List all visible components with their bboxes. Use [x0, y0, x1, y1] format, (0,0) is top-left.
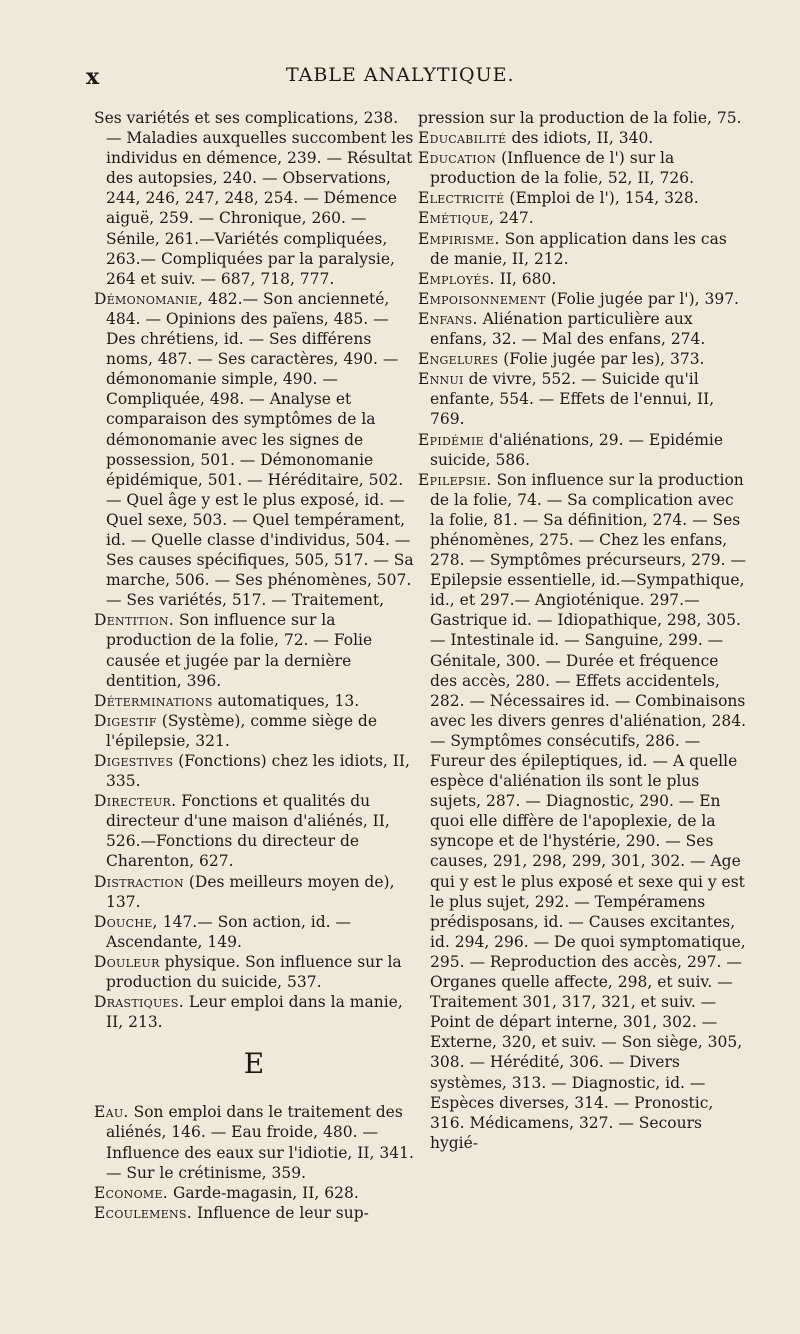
left-entries-after: [94, 1102, 414, 1223]
entry-lead: Epilepsie.: [418, 470, 492, 489]
entry-text: (Emploi de l'), 154, 328.: [504, 189, 699, 208]
entry-lead: Ecoulemens.: [94, 1203, 193, 1222]
index-entry: [94, 610, 414, 690]
entry-text: d'aliénations, 29. — Epidémie suicide, 586.: [430, 430, 724, 469]
entry-text: Son influence sur la production de la folie, 72. — Folie causée et jugée par la dernière dentition, 396.: [106, 611, 373, 690]
entry-text: Aliénation particulière aux enfans, 32. — Mal des enfans, 274.: [430, 309, 706, 349]
entry-text: Son emploi dans le traitement des aliénés, 146. — Eau froide, 480. — Influence des eaux sur l'idiotie, II, 341. — Sur le crétinisme, 359.: [106, 1103, 414, 1182]
entry-text: physique. Son influence sur la production du suicide, 537.: [106, 952, 402, 992]
left-entries: [94, 108, 414, 1032]
entry-text: 247.: [494, 209, 534, 228]
page-header: [86, 64, 746, 98]
entry-lead: Emétique,: [418, 209, 495, 228]
entry-text: (Influence de l') sur la production de la folie, 52, II, 726.: [430, 149, 695, 188]
index-entry: [418, 430, 748, 470]
entry-lead: Empoisonnement: [418, 289, 546, 308]
entry-lead: Educabilité: [418, 129, 507, 148]
entry-lead: Démonomanie,: [94, 289, 204, 308]
index-entry: [94, 1203, 414, 1223]
entry-lead: Ennui: [418, 370, 464, 389]
index-entry: [94, 289, 414, 611]
entry-text: (Folie jugée par les), 373.: [498, 350, 705, 369]
entry-lead: Digestif: [94, 711, 157, 730]
index-entry: [418, 269, 748, 289]
entry-text: Garde-magasin, II, 628.: [168, 1183, 359, 1202]
running-title: TABLE ANALYTIQUE.: [286, 64, 515, 86]
entry-text: (Système), comme siège de l'épilepsie, 321.: [106, 711, 378, 750]
entry-lead: Employés.: [418, 269, 495, 288]
entry-text: (Fonctions) chez les idiots, II, 335.: [106, 752, 410, 791]
index-entry: [94, 992, 414, 1032]
index-entry: [94, 108, 414, 289]
index-entry: [418, 128, 748, 148]
entry-text: (Folie jugée par l'), 397.: [545, 289, 739, 308]
index-entry: [94, 1102, 414, 1182]
index-entry: [94, 791, 414, 871]
entry-text: Influence de leur sup-: [192, 1203, 369, 1222]
entry-lead: Déterminations: [94, 691, 213, 710]
index-entry: [94, 751, 414, 791]
index-entry: [418, 148, 748, 188]
right-column: [418, 108, 748, 1153]
section-letter: E: [243, 1047, 265, 1081]
entry-text: II, 680.: [494, 269, 557, 288]
left-column: [94, 108, 414, 1223]
index-entry: [94, 1183, 414, 1203]
index-entry: [418, 309, 748, 349]
index-entry: [418, 369, 748, 429]
entry-lead: Epidémie: [418, 430, 484, 449]
entry-lead: Enfans.: [418, 309, 478, 328]
entry-lead: Digestives: [94, 752, 174, 770]
entry-text: Son influence sur la production de la folie, 74. — Sa complication avec la folie, 81. — Sa définition, 274. — Ses phénomènes, 275. — Chez les enfans, 278. — Symptômes précurseurs, 279. — Epilepsie essentielle, id.—Sympathique, id., et 297.— Angioténique. 297.— Gastrique id. — Idiopathique, 298, 305. — Intestinale id. — Sanguine, 299. — Génitale, 300. — Durée et fréquence des accès, 280. — Effets accidentels, 282. — Nécessaires id. — Combinaisons avec les divers genres d'aliénation, 284. — Symptômes consécutifs, 286. — Fureur des épileptiques, id. — A quelle espèce d'aliénation ils sont le plus sujets, 287. — Diagnostic, 290. — En quoi elle diffère de l'apoplexie, de la syncope et de l'hystérie, 290. — Ses causes, 291, 298, 299, 301, 302. — Age qui y est le plus exposé et sexe qui y est le plus sujet, 292. — Tempéramens prédisposans, id. — Causes excitantes, id. 294, 296. — De quoi symptomatique, 295. — Reproduction des accès, 297. — Organes quelle affecte, 298, et suiv. — Traitement 301, 317, 321, et suiv. — Point de départ interne, 301, 302. — Externe, 320, et suiv. — Son siège, 305, 308. — Hérédité, 306. — Divers systèmes, 313. — Diagnostic, id. — Espèces diverses, 314. — Pronostic, 316. Médicamens, 327. — Secours hygié-: [430, 470, 747, 1152]
index-entry: [418, 349, 748, 369]
entry-lead: Directeur.: [94, 792, 177, 811]
index-entry: [94, 691, 414, 711]
entry-lead: Empirisme.: [418, 229, 500, 248]
entry-text: 147.— Son action, id. — Ascendante, 149.: [106, 912, 352, 951]
index-entry: [418, 289, 748, 309]
page-number: x: [86, 64, 100, 90]
entry-lead: Electricité: [418, 189, 505, 208]
entry-lead: Drastiques.: [94, 993, 184, 1012]
entry-lead: Education: [418, 149, 497, 168]
entry-lead: Douche,: [94, 912, 158, 931]
entry-lead: Econome.: [94, 1183, 169, 1202]
entry-text: pression sur la production de la folie, 75.: [418, 109, 742, 127]
index-entry: [418, 208, 748, 228]
entry-text: Leur emploi dans la manie, II, 213.: [106, 993, 403, 1032]
entry-text: automatiques, 13.: [212, 691, 360, 710]
index-entry: [418, 188, 748, 208]
entry-text: Son application dans les cas de manie, II, 212.: [430, 229, 727, 268]
entry-text: Fonctions et qualités du directeur d'une maison d'aliénés, II, 526.—Fonctions du directeur de Charenton, 627.: [106, 792, 390, 871]
entry-lead: Douleur: [94, 952, 160, 971]
entry-text: Ses variétés et ses complications, 238. — Maladies auxquelles succombent les individus en démence, 239. — Résultat des autopsies, 240. — Observations, 244, 246, 247, 248, 254. — Démence aiguë, 259. — Chronique, 260. —Sénile, 261.—Variétés compliquées, 263.— Compliquées par la paralysie, 264 et suiv. — 687, 718, 777.: [94, 109, 414, 288]
entry-lead: Engelures: [418, 350, 499, 369]
entry-text: (Des meilleurs moyen de), 137.: [106, 872, 395, 911]
entry-lead: Distraction: [94, 872, 184, 891]
index-entry: [418, 470, 748, 1153]
index-entry: [418, 108, 748, 128]
entry-text: de vivre, 552. — Suicide qu'il enfante, 554. — Effets de l'ennui, II, 769.: [430, 370, 715, 429]
index-entry: [94, 952, 414, 992]
entry-text: des idiots, II, 340.: [506, 129, 654, 148]
entry-lead: Dentition.: [94, 611, 175, 630]
index-entry: [94, 872, 414, 912]
right-entries: [418, 108, 748, 1153]
entry-text: 482.— Son ancienneté, 484. — Opinions des païens, 485. — Des chrétiens, id. — Ses différens noms, 487. — Ses caractères, 490. — démonomanie simple, 490. — Compliquée, 498. — Analyse et comparaison des symptômes de la démonomanie avec les signes de possession, 501. — Démonomanie épidémique, 501. — Héréditaire, 502. — Quel âge y est le plus exposé, id. — Quel sexe, 503. — Quel tempérament, id. — Quelle classe d'individus, 504. — Ses causes spécifiques, 505, 517. — Sa marche, 506. — Ses phénomènes, 507. — Ses variétés, 517. — Traitement,: [106, 289, 414, 610]
index-entry: [418, 229, 748, 269]
entry-lead: Eau.: [94, 1103, 129, 1122]
index-entry: [94, 711, 414, 751]
index-entry: [94, 912, 414, 952]
